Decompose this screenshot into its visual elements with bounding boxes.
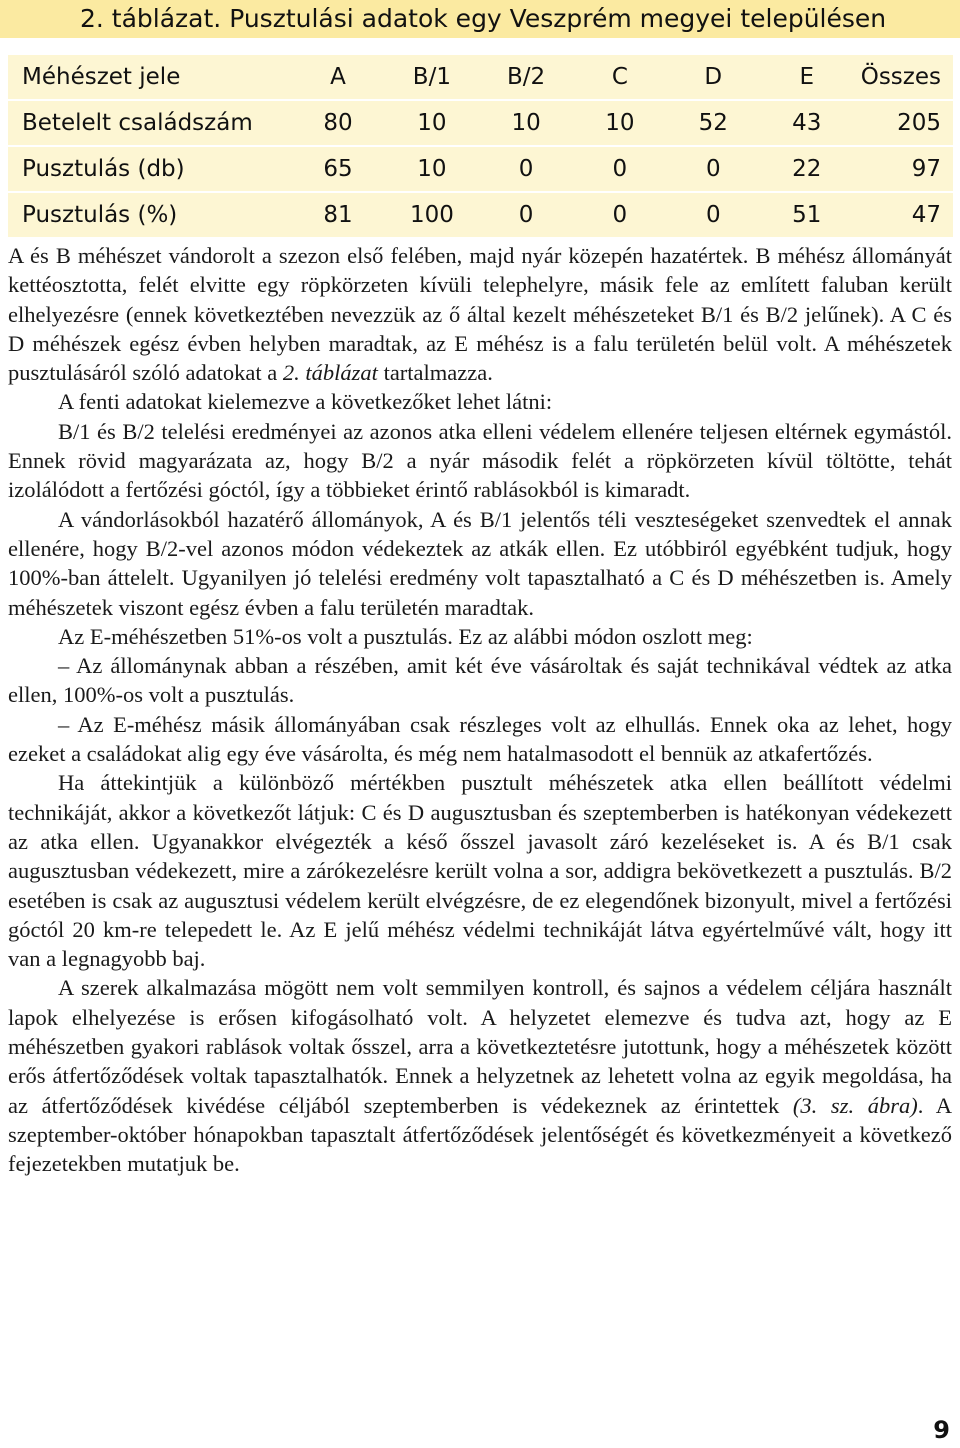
table-cell: 205 xyxy=(853,100,953,146)
paragraph-text: – Az E-méhész másik állományában csak részleges volt az elhullás. Ennek oka az lehet, hogy ezeket a családokat alig egy éve vásárolta, és még nem hatalmasodott el bennük az atkafertőzés. xyxy=(8,711,952,767)
paragraph xyxy=(8,768,952,973)
italic-reference: (3. sz. ábra) xyxy=(792,1092,918,1118)
table-cell: 81 xyxy=(323,202,353,228)
header-cell: B/1 xyxy=(385,55,479,100)
table-cell: 0 xyxy=(667,146,760,192)
table-cell: 47 xyxy=(911,202,941,228)
paragraph xyxy=(8,417,952,505)
table-cell: 10 xyxy=(573,100,666,146)
table-cell: 22 xyxy=(760,146,853,192)
row-label-cell: Pusztulás (%) xyxy=(22,202,178,228)
table-cell: 0 xyxy=(705,202,721,228)
paragraph xyxy=(8,710,952,769)
table-row xyxy=(8,100,953,146)
header-label-cell: Méhészet jele xyxy=(8,55,291,100)
paragraph-text: – Az állománynak abban a részében, amit két éve vásároltak és saját technikával védtek az atka ellen, 100%-os volt a pusztulás. xyxy=(8,653,952,708)
paragraph-text-continued: tartalmazza. xyxy=(377,360,493,386)
table-row xyxy=(8,192,953,237)
table-caption: 2. táblázat. Pusztulási adatok egy Veszprém megyei településen xyxy=(0,0,960,38)
header-cell: Összes xyxy=(853,55,953,100)
table-header-row xyxy=(8,55,953,100)
table-cell: 0 xyxy=(479,146,573,192)
table-cell: 100 xyxy=(409,202,454,228)
header-cell: E xyxy=(760,55,853,100)
data-table xyxy=(8,55,953,237)
table-cell: 43 xyxy=(760,100,853,146)
paragraph xyxy=(8,622,952,651)
table-row xyxy=(8,146,953,192)
table-cell: 97 xyxy=(853,146,953,192)
row-label-cell: Pusztulás (db) xyxy=(8,146,291,192)
header-cell: B/2 xyxy=(479,55,573,100)
paragraph xyxy=(8,973,952,1178)
paragraph-text: B/1 és B/2 telelési eredményei az azonos atka elleni védelem ellenére teljesen eltérnek egymástól. Ennek rövid magyarázata az, hogy B/2 a nyár második felét a röpkörzeten kívül töltötte, tehát izolálódott a fertőzési góctól, így a többieket érintő rablásokból is kimaradt. xyxy=(8,418,952,503)
paragraph-text: A vándorlásokból hazatérő állományok, A és B/1 jelentős téli veszteségeket szenvedtek el annak ellenére, hogy B/2-vel azonos módon védekeztek az atkák ellen. Ez utóbbiról egyébként tudjuk, hogy 100%-ban áttelelt. Ugyanilyen jó telelési eredmény volt tapasztalható a C és D méhészetben is. Amely méhészetek viszont egész évben a falu területén maradtak. xyxy=(8,506,952,620)
table-cell: 51 xyxy=(792,202,822,228)
table-cell: 0 xyxy=(518,202,534,228)
header-cell: C xyxy=(573,55,666,100)
paragraph-text: Ha áttekintjük a különböző mértékben pusztult méhészetek atka ellen beállított védelmi technikáját, akkor a következőt látjuk: C és D augusztusban és szeptemberben is hatékonyan védekezett az atka ellen. Ugyanakkor elvégezték a késő ősszel javasolt záró kezeléseket is. A és B/1 csak augusztusban védekezett, mire a zárókezelésre került volna a sor, addigra bekövetkezett a pusztulás. B/2 esetében is csak az augusztusi védelem került elvégzésre, de ez elegendőnek bizonyult, mivel a fertőzési góctól 20 km-re telepedett le. Az E jelű méhész védelmi technikáját látva egyértelművé vált, hogy itt van a legnagyobb baj. xyxy=(8,770,952,972)
paragraph-text-continued: . A szeptember-október hónapokban tapasztalt átfertőződések jelentőségét és következményeit a következő fejezetekben mutatjuk be. xyxy=(8,1092,952,1177)
paragraph-text: Az E-méhészetben 51%-os volt a pusztulás. Ez az alábbi módon oszlott meg: xyxy=(58,623,753,649)
paragraph-text: A fenti adatokat kielemezve a következőket lehet látni: xyxy=(58,389,553,415)
table-cell: 10 xyxy=(385,146,479,192)
page-number: 9 xyxy=(933,1416,950,1444)
table-cell: 10 xyxy=(385,100,479,146)
paragraph xyxy=(8,241,952,387)
table-cell: 10 xyxy=(479,100,573,146)
table-cell: 80 xyxy=(291,100,384,146)
table-cell: 65 xyxy=(291,146,384,192)
paragraph-text: A szerek alkalmazása mögött nem volt semmilyen kontroll, és sajnos a védelem céljára használt lapok elhelyezése is erősen kifogásolható volt. A helyzetet elemezve és tudva azt, hogy az E méhészetben gyakori rablások voltak ősszel, arra a következtetésre jutottunk, hogy a méhészetek között erős átfertőződések voltak tapasztalhatók. Ennek a helyzetnek az lehetett volna az egyik megoldása, ha az átfertőződések kivédése céljából szeptemberben is védekeznek az érintettek xyxy=(8,975,952,1118)
header-cell: D xyxy=(667,55,760,100)
paragraph xyxy=(8,387,952,416)
body-text xyxy=(8,241,952,1179)
header-cell: A xyxy=(291,55,384,100)
paragraph-text: A és B méhészet vándorolt a szezon első felében, majd nyár közepén hazatértek. B méhész állományát kettéosztotta, felét elvitte egy röpkörzeten kívüli telephelyre, másik fele az említett faluban került elhelyezésre (ennek következtében nevezzük az ő által kezelt méhészeteket B/1 és B/2 jelűnek). A C és D méhészek egész évben helyben maradtak, az E méhész is a falu területén belül volt. A méhészetek pusztulásáról szóló adatokat a xyxy=(8,243,952,386)
row-label-cell: Betelelt családszám xyxy=(8,100,291,146)
paragraph xyxy=(8,505,952,622)
table-cell: 0 xyxy=(612,202,628,228)
paragraph xyxy=(8,651,952,710)
table-cell: 0 xyxy=(573,146,666,192)
italic-reference: 2. táblázat xyxy=(282,360,378,386)
table-cell: 52 xyxy=(667,100,760,146)
